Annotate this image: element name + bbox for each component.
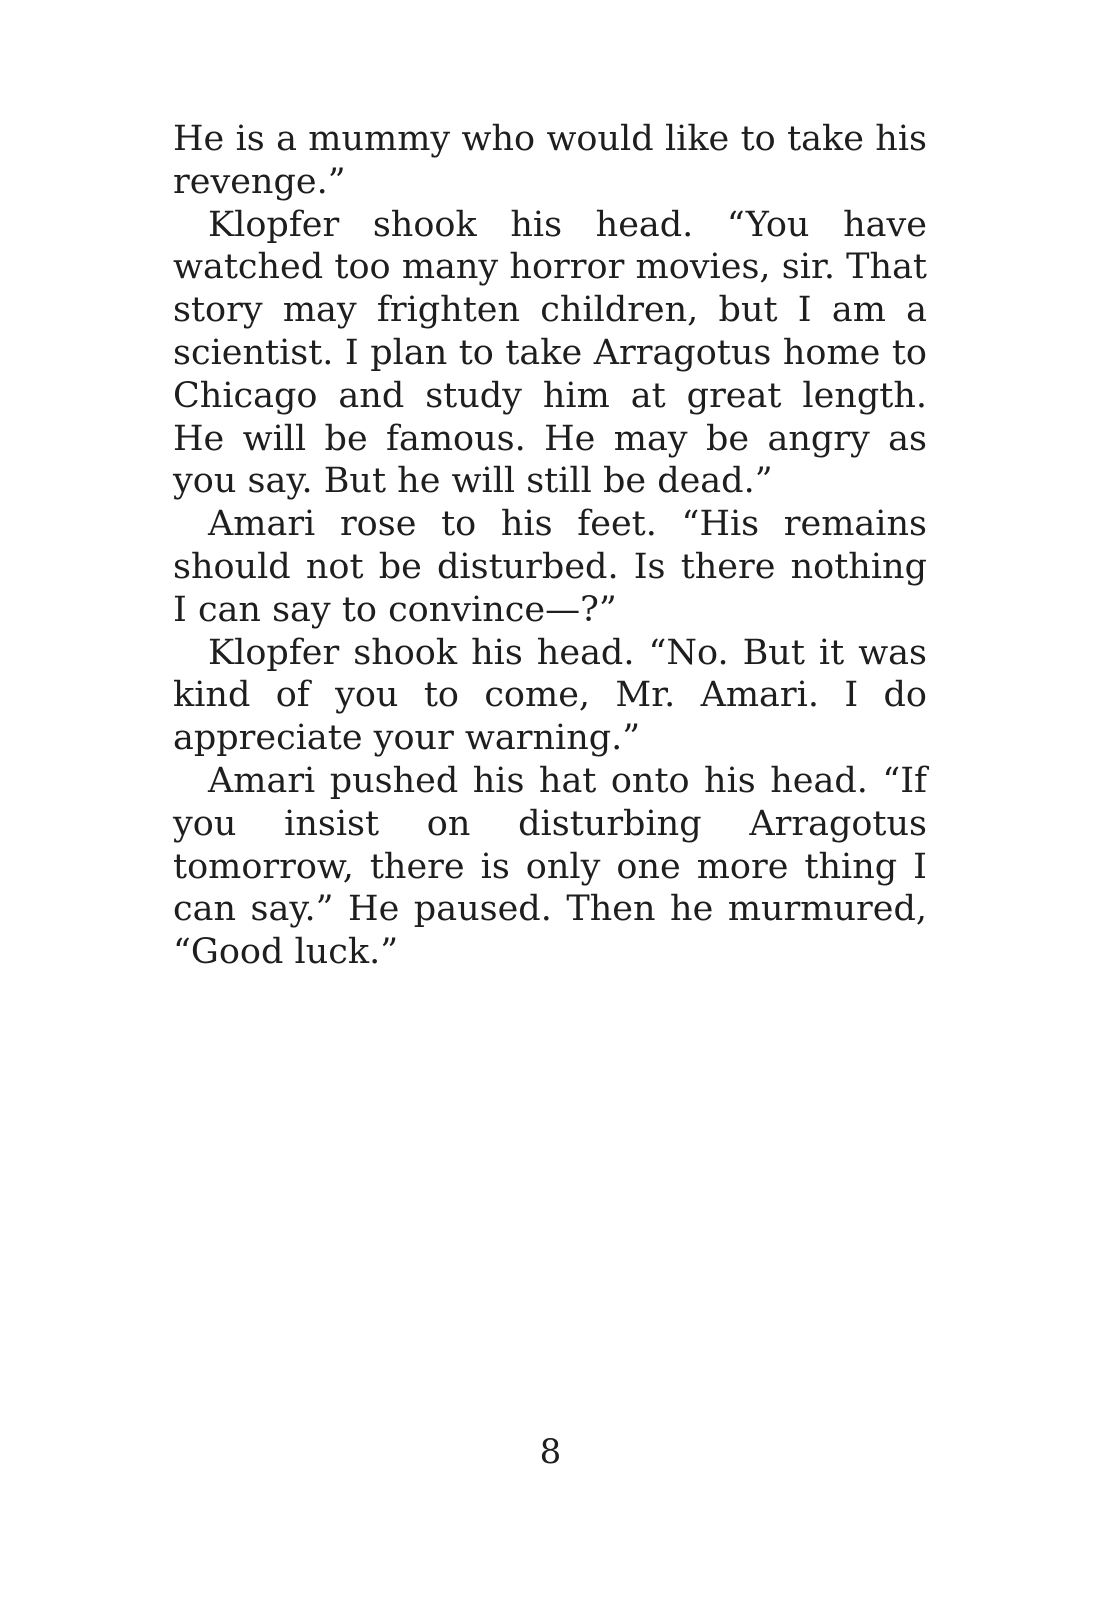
page-number: 8 [539,1432,562,1472]
paragraph-2: Klopfer shook his head. “You have watched too many horror movies, sir. That story may frighten children, but I am a scientist. I plan to take Arragotus home to Chicago and study him at great length. He will be famous. He may be angry as you say. But he will still be dead.” [173,204,927,502]
paragraph-3: Amari rose to his feet. “His remains should not be disturbed. Is there nothing I can say to convince—?” [173,504,927,630]
body-text [173,118,927,974]
paragraph-4: Klopfer shook his head. “No. But it was kind of you to come, Mr. Amari. I do appreciate your warning.” [173,632,927,759]
paragraph-5: Amari pushed his hat onto his head. “If you insist on disturbing Arragotus tomorrow, there is only one more thing I can say.” He paused. Then he murmured, “Good luck.” [173,760,927,973]
paragraph-1: He is a mummy who would like to take his revenge.” [173,119,927,202]
